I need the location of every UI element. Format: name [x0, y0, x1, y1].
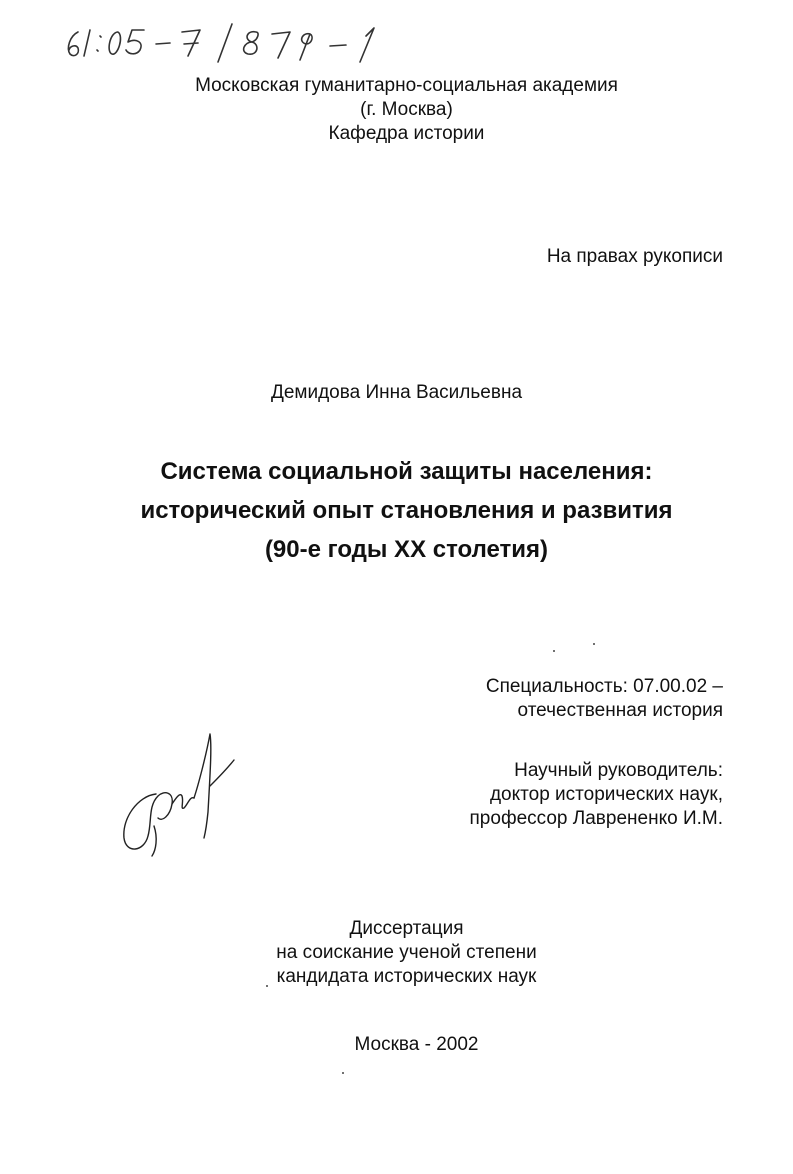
supervisor-line-3: профессор Лаврененко И.М. [469, 808, 723, 829]
handwritten-number-drawing [60, 18, 440, 68]
specialty-line-1: Специальность: 07.00.02 – [485, 676, 723, 697]
scan-speck [593, 643, 595, 645]
dissertation-description [10, 917, 793, 989]
specialty-block [486, 675, 723, 723]
title-line-3: (90-е годы XX столетия) [264, 536, 549, 563]
institution-header [10, 74, 793, 146]
author-name [0, 381, 793, 405]
title-line-1: Система социальной защиты населения: [160, 458, 653, 485]
signature-drawing [118, 726, 238, 861]
title-line-2: исторический опыт становления и развития [140, 497, 673, 524]
scan-speck [553, 650, 555, 652]
handwritten-catalog-number [60, 18, 440, 68]
dissertation-line-2: на соискание ученой степени [276, 942, 537, 963]
dissertation-title [10, 452, 793, 569]
supervisor-line-1: Научный руководитель: [514, 760, 723, 781]
city-year-text: Москва - 2002 [354, 1034, 479, 1055]
institution-city: (г. Москва) [360, 99, 453, 120]
manuscript-rights-note [547, 245, 723, 269]
city-year [20, 1033, 793, 1057]
dissertation-line-1: Диссертация [349, 918, 464, 939]
specialty-line-2: отечественная история [517, 700, 723, 721]
dissertation-line-3: кандидата исторических наук [276, 966, 537, 987]
supervisor-block [470, 759, 723, 831]
manuscript-note-text: На правах рукописи [546, 246, 723, 267]
author-name-text: Демидова Инна Васильевна [270, 382, 523, 403]
supervisor-line-2: доктор исторических наук, [489, 784, 723, 805]
department-name: Кафедра истории [328, 123, 485, 144]
handwritten-signature [118, 726, 238, 861]
scan-speck [342, 1072, 344, 1074]
institution-name: Московская гуманитарно-социальная академия [195, 75, 618, 96]
